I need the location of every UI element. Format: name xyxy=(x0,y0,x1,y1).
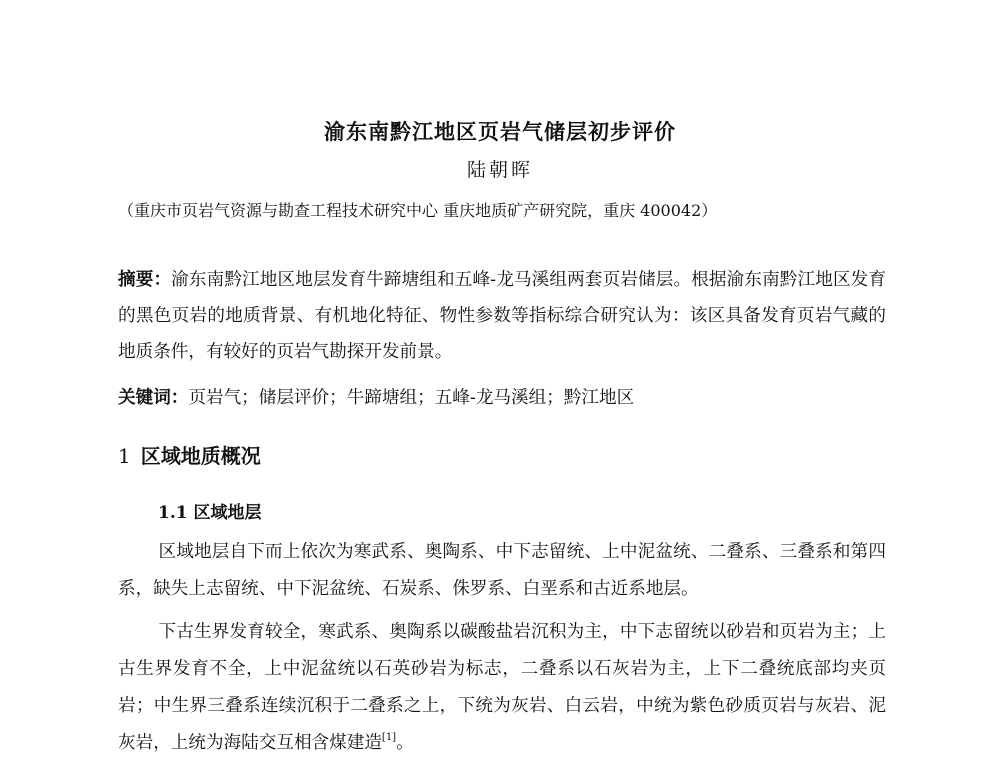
abstract xyxy=(118,262,886,370)
body-paragraph-2 xyxy=(118,614,886,761)
section-number: 1 xyxy=(118,444,131,468)
abstract-label: 摘要： xyxy=(118,269,172,290)
citation-marker[interactable]: [1] xyxy=(381,732,397,743)
section-title: 区域地质概况 xyxy=(140,444,261,468)
body-paragraph: 区域地层自下而上依次为寒武系、奥陶系、中下志留统、上中泥盆统、二叠系、三叠系和第四系，缺失上志留统、中下泥盆统、石炭系、侏罗系、白垩系和古近系地层。 xyxy=(118,542,886,599)
keywords-label: 关键词： xyxy=(118,387,189,408)
section-heading xyxy=(118,440,261,469)
paragraph-text: 下古生界发育较全，寒武系、奥陶系以碳酸盐岩沉积为主，中下志留统以砂岩和页岩为主；上古生界发育不全，上中泥盆统以石英砂岩为标志，二叠系以石灰岩为主，上下二叠统底部均夹页岩；中生界三叠系连续沉积于二叠系之上，下统为灰岩、白云岩，中统为紫色砂质页岩与灰岩、泥灰岩，上统为海陆交互相含煤建造 xyxy=(118,622,886,753)
paper-title: 渝东南黔江地区页岩气储层初步评价 xyxy=(324,119,676,144)
keywords-text: 页岩气；储层评价；牛蹄塘组；五峰-龙马溪组；黔江地区 xyxy=(188,388,635,408)
paragraph-end: 。 xyxy=(396,733,414,753)
keywords xyxy=(118,384,634,409)
paper-author: 陆朝晖 xyxy=(466,159,533,181)
author-affiliation: （重庆市页岩气资源与勘查工程技术研究中心 重庆地质矿产研究院，重庆 400042） xyxy=(118,201,718,220)
subsection-heading: 1.1 区域地层 xyxy=(158,503,262,523)
abstract-text: 渝东南黔江地区地层发育牛蹄塘组和五峰-龙马溪组两套页岩储层。根据渝东南黔江地区发育的黑色页岩的地质背景、有机地化特征、物性参数等指标综合研究认为：该区具备发育页岩气藏的地质条件，有较好的页岩气勘探开发前景。 xyxy=(118,270,886,362)
